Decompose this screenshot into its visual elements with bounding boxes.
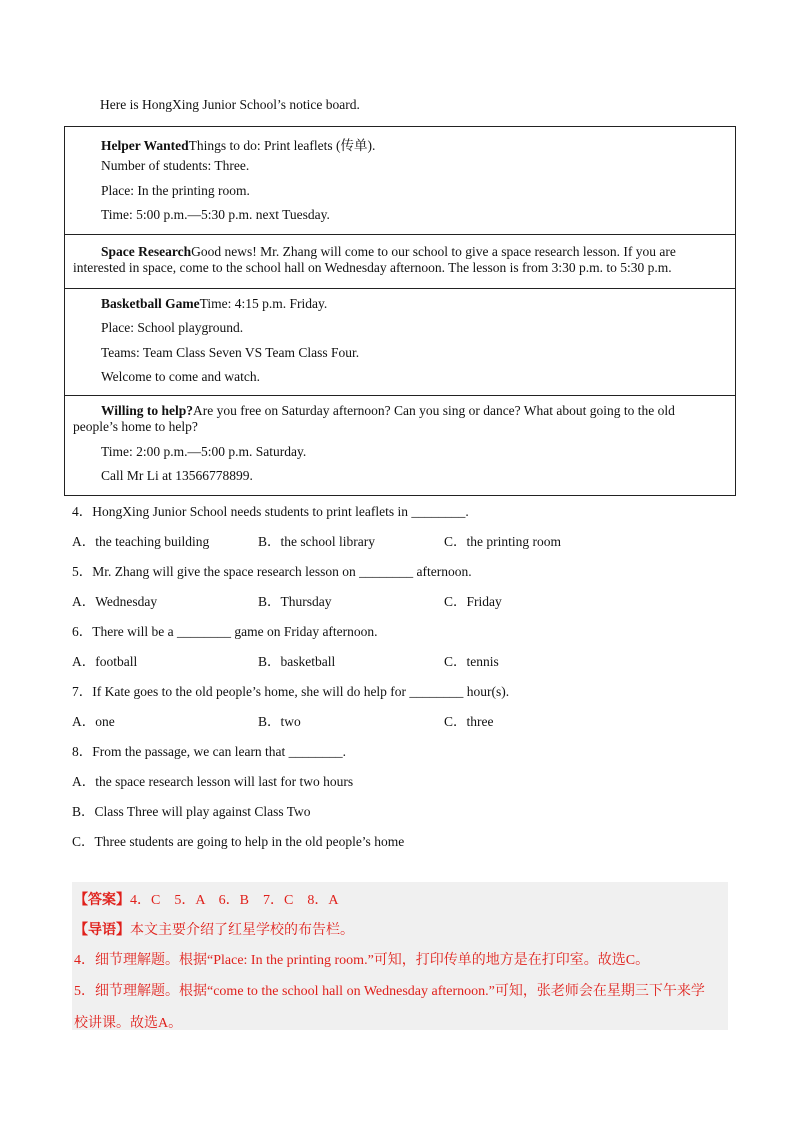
question-4-option-a: A．the teaching building (72, 534, 210, 549)
question-8-stem: 8．From the passage, we can learn that ________. (72, 744, 347, 759)
notice-space-research (65, 234, 735, 289)
notice-text: Welcome to come and watch. (101, 369, 260, 384)
notice-text: Time: 2:00 p.m.—5:00 p.m. Saturday. (101, 444, 307, 459)
question-6-option-a: A．football (72, 654, 138, 669)
explanation-4: 4．细节理解题。根据“Place: In the printing room.”可知，打印传单的地方是在打印室。故选C。 (74, 953, 650, 968)
question-6-stem: 6．There will be a ________ game on Friday afternoon. (72, 624, 378, 639)
question-7-option-c: C．three (444, 714, 494, 729)
question-6-option-c: C．tennis (444, 654, 499, 669)
guide-tag: 【导语】 (74, 923, 130, 938)
answer-values: 4．C 5．A 6．B 7．C 8．A (130, 893, 339, 908)
notice-title: Basketball Game (101, 296, 200, 311)
notice-text: Teams: Team Class Seven VS Team Class Four. (101, 345, 360, 360)
question-4-option-c: C．the printing room (444, 534, 561, 549)
notice-text: Things to do: Print leaflets (传单). (188, 138, 376, 153)
notice-text: Call Mr Li at 13566778899. (101, 468, 253, 483)
notice-title: Space Research (101, 244, 192, 259)
question-5-stem: 5．Mr. Zhang will give the space research lesson on ________ afternoon. (72, 564, 472, 579)
notice-text: Place: In the printing room. (101, 183, 250, 198)
question-5-option-a: A．Wednesday (72, 594, 158, 609)
notice-text: Time: 5:00 p.m.—5:30 p.m. next Tuesday. (101, 207, 330, 222)
question-8-option-b: B．Class Three will play against Class Two (72, 804, 311, 819)
notice-board (64, 126, 736, 496)
notice-text: Time: 4:15 p.m. Friday. (199, 296, 328, 311)
guide-line (74, 919, 354, 939)
question-5-option-c: C．Friday (444, 594, 502, 609)
notice-willing-to-help (65, 395, 735, 496)
question-8-option-c: C．Three students are going to help in the old people’s home (72, 834, 405, 849)
question-8-option-a: A．the space research lesson will last for two hours (72, 774, 354, 789)
question-4-stem: 4．HongXing Junior School needs students to print leaflets in ________. (72, 504, 469, 519)
question-7-option-b: B．two (258, 714, 301, 729)
question-7-stem: 7．If Kate goes to the old people’s home, she will do help for ________ hour(s). (72, 684, 510, 699)
question-6-option-b: B．basketball (258, 654, 336, 669)
question-4-option-b: B．the school library (258, 534, 375, 549)
notice-text: Place: School playground. (101, 320, 244, 335)
intro-text: Here is HongXing Junior School’s notice board. (100, 97, 360, 112)
answer-line (74, 889, 338, 909)
notice-text: Good news! Mr. Zhang will come to our school to give a space research lesson. If you are interested in space, come to the school hall on Wednesday afternoon. The lesson is from 3:30 p.m. to 5:30 p.m. (73, 244, 676, 275)
answer-tag: 【答案】 (74, 893, 130, 908)
explanation-5-line-2: 校讲课。故选A。 (74, 1016, 183, 1031)
question-7-option-a: A．one (72, 714, 115, 729)
notice-text: Number of students: Three. (101, 158, 250, 173)
notice-title: Willing to help? (101, 403, 194, 418)
notice-title: Helper Wanted (101, 138, 189, 153)
guide-text: 本文主要介绍了红星学校的布告栏。 (130, 923, 354, 938)
notice-helper-wanted (65, 127, 735, 234)
notice-text: Are you free on Saturday afternoon? Can you sing or dance? What about going to the old people’s home to help? (73, 403, 675, 434)
answer-section (72, 882, 728, 1030)
explanation-5-line-1: 5．细节理解题。根据“come to the school hall on Wednesday afternoon.”可知，张老师会在星期三下午来学 (74, 984, 705, 999)
question-5-option-b: B．Thursday (258, 594, 332, 609)
notice-basketball-game (65, 288, 735, 396)
